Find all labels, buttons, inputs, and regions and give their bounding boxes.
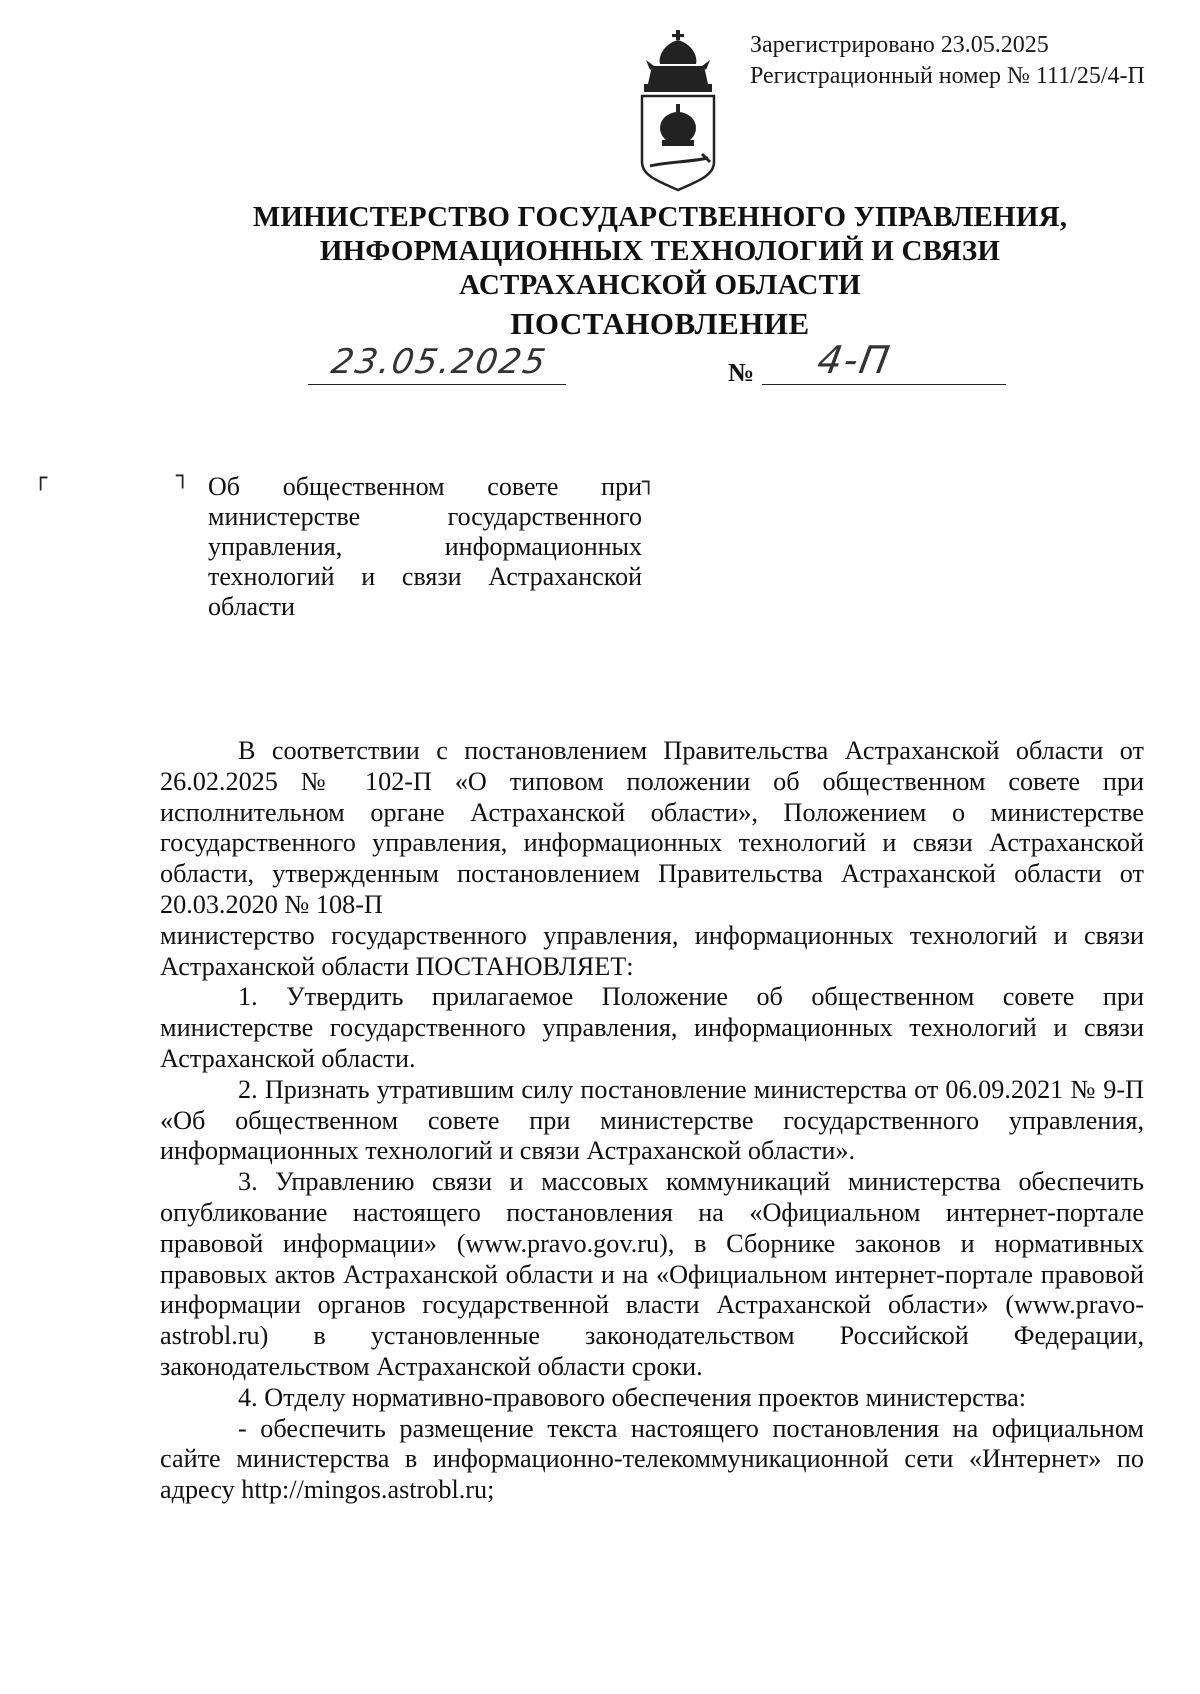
item-4-paragraph: 4. Отделу нормативно-правового обеспечения проектов министерства: [238, 1382, 1027, 1412]
registration-stamp [750, 30, 1145, 92]
item-4-subitem-1: - обеспечить размещение текста настоящего постановления на официальном сайте министерства в информационно-телекоммуникационной сети «Интернет» по адресу http://mingos.astrobl.ru; [160, 1413, 1144, 1505]
document-type: ПОСТАНОВЛЕНИЕ [510, 306, 810, 341]
registration-number: Регистрационный номер № 111/25/4-П [750, 63, 1145, 89]
corner-mark-icon: ┌ [34, 466, 48, 491]
decree-paragraph: министерство государственного управления, информационных технологий и связи Астраханской области ПОСТАНОВЛЯЕТ: [160, 920, 1144, 981]
handwritten-date: 23.05.2025 [328, 342, 551, 382]
corner-mark-icon: ┐ [642, 470, 656, 495]
ministry-name-line3: АСТРАХАНСКОЙ ОБЛАСТИ [459, 269, 861, 301]
document-subject: Об общественном совете при министерстве государственного управления, информационных технологий и связи Астраханской области [208, 472, 642, 621]
number-label: № [728, 358, 755, 387]
item-3-paragraph: 3. Управлению связи и массовых коммуникаций министерства обеспечить опубликование настоящего постановления на «Официальном интернет-портале правовой информации» (www.pravo.gov.ru), в Сборнике законов и нормативных правовых актов Астраханской области и на «Официальном интернет-портале правовой информации органов государственной власти Астраханской области» (www.pravo-astrobl.ru) в установленные законодательством Российской Федерации, законодательством Астраханской области сроки. [160, 1167, 1144, 1381]
registration-date: Зарегистрировано 23.05.2025 [750, 32, 1049, 58]
ministry-name-line1: МИНИСТЕРСТВО ГОСУДАРСТВЕННОГО УПРАВЛЕНИЯ, [252, 201, 1068, 233]
handwritten-number: 4-П [814, 338, 895, 382]
document-header [0, 200, 1200, 344]
preamble-paragraph: В соответствии с постановлением Правительства Астраханской области от 26.02.2025 № 102-П «О типовом положении об общественном совете при исполнительном органе Астраханской области», Положением о министерстве государственного управления, информационных технологий и связи Астраханской области, утвержденным постановлением Правительства Астраханской области от 20.03.2020 № 108-П [160, 736, 1144, 919]
document-body [160, 736, 1144, 1506]
item-2-paragraph: 2. Признать утратившим силу постановление министерства от 06.09.2021 № 9-П «Об общественном совете при министерстве государственного управления, информационных технологий и связи Астраханской области». [160, 1074, 1144, 1166]
date-field [308, 340, 566, 385]
astrakhan-coat-of-arms-icon [632, 30, 724, 192]
ministry-name-line2: ИНФОРМАЦИОННЫХ ТЕХНОЛОГИЙ И СВЯЗИ [319, 235, 1001, 267]
item-1-paragraph: 1. Утвердить прилагаемое Положение об общественном совете при министерстве государственного управления, информационных технологий и связи Астраханской области. [160, 982, 1144, 1073]
number-field [762, 340, 1006, 385]
corner-mark-icon: ┐ [176, 464, 190, 489]
